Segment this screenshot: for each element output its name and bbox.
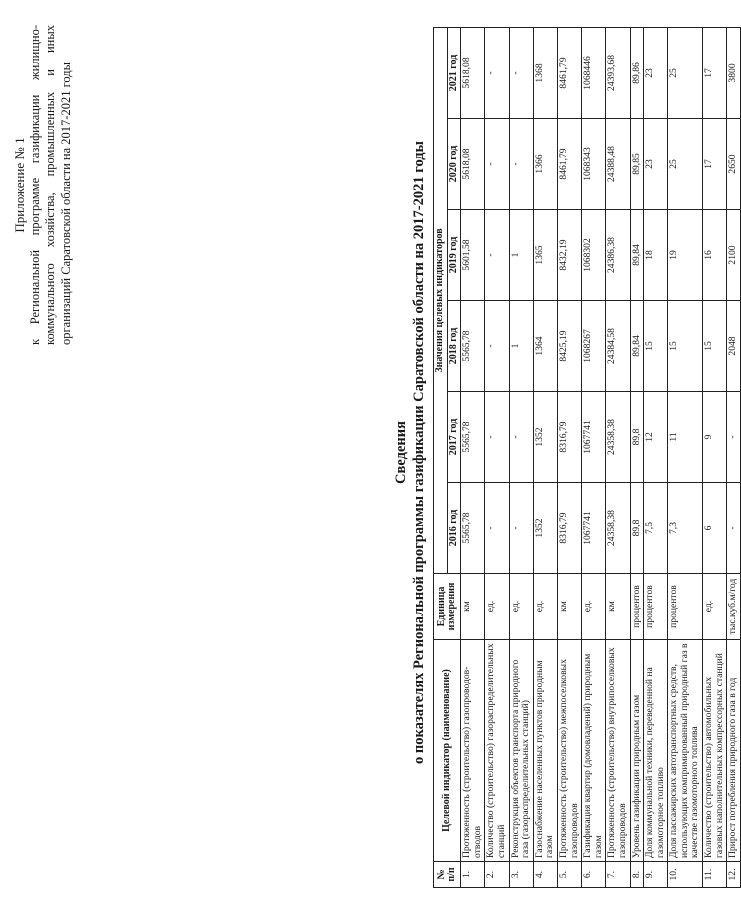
- header-year: 2020 год: [447, 119, 461, 210]
- row-value: 89,85: [630, 119, 644, 210]
- row-value: 18: [644, 210, 668, 301]
- header-num: № п/п: [434, 862, 461, 888]
- table-row: [557, 27, 581, 887]
- row-unit: процентов: [630, 574, 644, 640]
- row-value: 24386,38: [606, 210, 630, 301]
- indicators-table: [433, 27, 741, 888]
- row-number: 11.: [703, 862, 727, 888]
- table-body: [461, 27, 741, 887]
- row-value: 5618,08: [461, 27, 485, 118]
- row-value: 12: [644, 392, 668, 483]
- row-value: 9: [703, 392, 727, 483]
- appendix-text: к Региональной программе газификации жилищно-коммунального хозяйства, промышленных и иных организаций Саратовской области на 2017-2021 годы: [27, 25, 73, 345]
- row-value: 1365: [533, 210, 557, 301]
- row-number: 12.: [727, 862, 741, 888]
- appendix-title: Приложение № 1: [12, 137, 27, 233]
- row-unit: ед.: [533, 574, 557, 640]
- row-unit: ед.: [509, 574, 533, 640]
- row-value: 5565,78: [461, 392, 485, 483]
- table-row: [703, 27, 727, 887]
- row-value: 8461,79: [557, 27, 581, 118]
- row-value: 8316,79: [557, 483, 581, 574]
- row-value: -: [509, 119, 533, 210]
- row-value: 8316,79: [557, 392, 581, 483]
- row-indicator: Прирост потребления природного газа в год: [727, 640, 741, 862]
- row-value: 89,8: [630, 483, 644, 574]
- row-value: 2650: [727, 119, 741, 210]
- row-indicator: Реконструкция объектов транспорта природного газа (газораспределительных станций): [509, 640, 533, 862]
- heading-title: Сведения: [393, 421, 409, 484]
- row-value: 11: [668, 392, 703, 483]
- heading-subtitle: о показателях Региональной программы газификации Саратовской области на 2017-2021 годы: [411, 141, 427, 764]
- row-value: 8432,19: [557, 210, 581, 301]
- row-value: 2100: [727, 210, 741, 301]
- row-value: 8425,19: [557, 301, 581, 392]
- row-value: 1067741: [582, 392, 606, 483]
- row-value: -: [727, 392, 741, 483]
- row-value: 1068267: [582, 301, 606, 392]
- row-value: 89,84: [630, 210, 644, 301]
- row-value: 1368: [533, 27, 557, 118]
- row-value: 1364: [533, 301, 557, 392]
- row-indicator: Уровень газификации природным газом: [630, 640, 644, 862]
- row-unit: км: [557, 574, 581, 640]
- row-value: 24388,48: [606, 119, 630, 210]
- header-values-group: Значения целевых индикаторов: [434, 27, 448, 573]
- row-value: 16: [703, 210, 727, 301]
- row-value: 5601,58: [461, 210, 485, 301]
- row-value: 1366: [533, 119, 557, 210]
- row-value: 24393,68: [606, 27, 630, 118]
- table-row: [644, 27, 668, 887]
- table-row: [668, 27, 703, 887]
- row-unit: км: [461, 574, 485, 640]
- row-unit: км: [606, 574, 630, 640]
- row-value: 5618,08: [461, 119, 485, 210]
- row-number: 5.: [557, 862, 581, 888]
- row-value: -: [485, 392, 509, 483]
- table-row: [630, 27, 644, 887]
- row-value: 17: [703, 27, 727, 118]
- row-indicator: Количество (строительство) автомобильных газовых наполнительных компрессорных станций: [703, 640, 727, 862]
- row-unit: процентов: [644, 574, 668, 640]
- header-year: 2016 год: [447, 483, 461, 574]
- row-value: 15: [644, 301, 668, 392]
- row-value: -: [485, 119, 509, 210]
- row-value: 6: [703, 483, 727, 574]
- row-indicator: Доля пассажирских автотранспортных средств, использующих компримированный природный газ в качестве газомоторного топлива: [668, 640, 703, 862]
- row-unit: процентов: [668, 574, 703, 640]
- row-unit: ед.: [485, 574, 509, 640]
- row-number: 7.: [606, 862, 630, 888]
- table-row: [606, 27, 630, 887]
- row-value: 17: [703, 119, 727, 210]
- row-value: -: [485, 483, 509, 574]
- row-number: 4.: [533, 862, 557, 888]
- table-row: [727, 27, 741, 887]
- row-indicator: Газификация квартир (домовладений) природным газом: [582, 640, 606, 862]
- row-unit: ед.: [582, 574, 606, 640]
- row-value: 3800: [727, 27, 741, 118]
- row-value: 89,8: [630, 392, 644, 483]
- header-indicator: Целевой индикатор (наименование): [434, 640, 461, 862]
- row-value: 24384,58: [606, 301, 630, 392]
- table-row: [533, 27, 557, 887]
- row-value: 24358,38: [606, 483, 630, 574]
- row-value: 89,86: [630, 27, 644, 118]
- header-unit: Единица измерения: [434, 574, 461, 640]
- row-value: 89,84: [630, 301, 644, 392]
- row-unit: ед.: [703, 574, 727, 640]
- row-value: 23: [644, 27, 668, 118]
- row-value: -: [485, 210, 509, 301]
- table-row: [461, 27, 485, 887]
- row-value: 2048: [727, 301, 741, 392]
- row-value: 24358,38: [606, 392, 630, 483]
- row-value: 5565,78: [461, 483, 485, 574]
- row-value: -: [509, 27, 533, 118]
- row-indicator: Протяженность (строительство) межпоселковых газопроводов: [557, 640, 581, 862]
- row-value: 1068343: [582, 119, 606, 210]
- row-value: 7,5: [644, 483, 668, 574]
- row-indicator: Протяженность (строительство) газопроводов-отводов: [461, 640, 485, 862]
- table-row: [485, 27, 509, 887]
- row-value: 1352: [533, 392, 557, 483]
- row-value: 5565,78: [461, 301, 485, 392]
- row-number: 3.: [509, 862, 533, 888]
- row-indicator: Протяженность (строительство) внутрипоселковых газопроводов: [606, 640, 630, 862]
- row-value: 19: [668, 210, 703, 301]
- row-value: 1068446: [582, 27, 606, 118]
- row-value: 15: [668, 301, 703, 392]
- row-number: 9.: [644, 862, 668, 888]
- table-row: [509, 27, 533, 887]
- row-value: 25: [668, 119, 703, 210]
- row-indicator: Количество (строительство) газораспределительных станций: [485, 640, 509, 862]
- row-indicator: Доля коммунальной техники, переведенной на газомоторное топливо: [644, 640, 668, 862]
- header-year: 2017 год: [447, 392, 461, 483]
- row-value: 1352: [533, 483, 557, 574]
- row-value: -: [509, 392, 533, 483]
- table-row: [582, 27, 606, 887]
- row-number: 6.: [582, 862, 606, 888]
- row-indicator: Газоснабжение населенных пунктов природным газом: [533, 640, 557, 862]
- row-number: 1.: [461, 862, 485, 888]
- header-year: 2018 год: [447, 301, 461, 392]
- row-value: 15: [703, 301, 727, 392]
- row-number: 10.: [668, 862, 703, 888]
- row-unit: тыс.куб.м/год: [727, 574, 741, 640]
- row-value: 1067741: [582, 483, 606, 574]
- row-value: -: [485, 27, 509, 118]
- row-number: 8.: [630, 862, 644, 888]
- row-value: 1068302: [582, 210, 606, 301]
- row-value: -: [727, 483, 741, 574]
- row-value: 25: [668, 27, 703, 118]
- header-year: 2019 год: [447, 210, 461, 301]
- row-value: -: [509, 483, 533, 574]
- row-value: 1: [509, 301, 533, 392]
- row-value: -: [485, 301, 509, 392]
- row-value: 7,3: [668, 483, 703, 574]
- row-value: 8461,79: [557, 119, 581, 210]
- row-number: 2.: [485, 862, 509, 888]
- appendix-block: [12, 25, 74, 345]
- header-year: 2021 год: [447, 27, 461, 118]
- row-value: 23: [644, 119, 668, 210]
- row-value: 1: [509, 210, 533, 301]
